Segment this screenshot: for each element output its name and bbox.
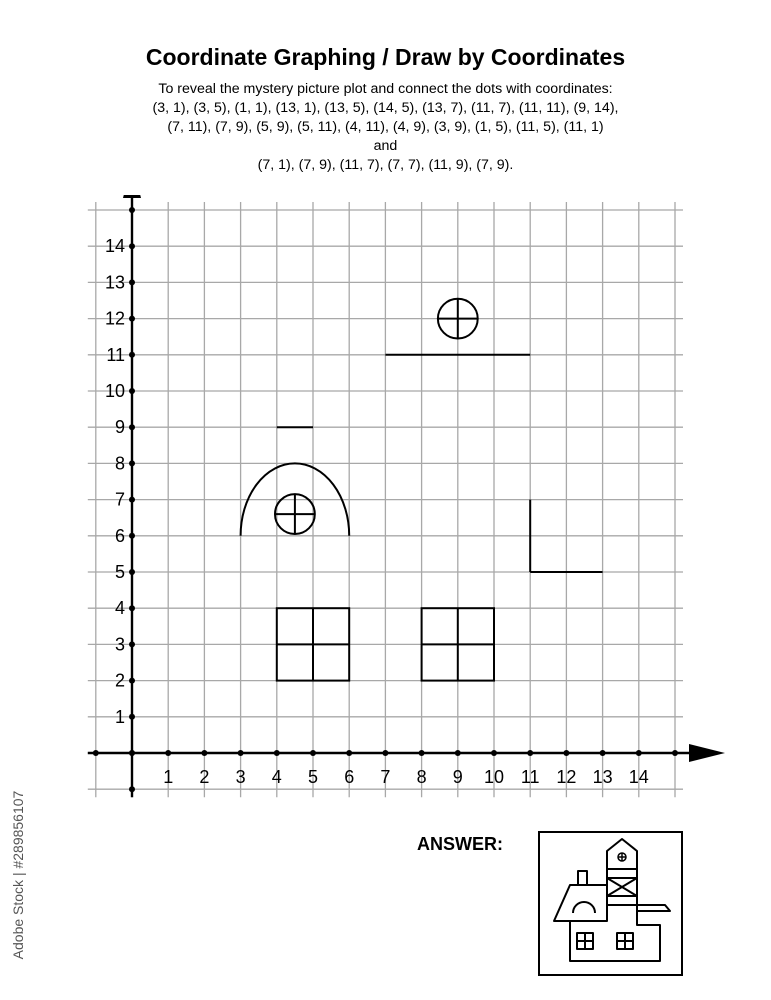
x-tick-label: 3 xyxy=(235,767,246,787)
haunted-house-thumbnail-icon xyxy=(540,833,681,974)
stock-credit xyxy=(8,760,28,990)
y-tick-label: 10 xyxy=(104,381,125,401)
y-tick-label: 6 xyxy=(114,525,125,546)
x-axis-dot xyxy=(93,750,99,756)
y-tick-label: 2 xyxy=(114,670,125,691)
y-tick-labels xyxy=(105,236,125,727)
y-axis-dot xyxy=(129,678,135,684)
x-axis-dot xyxy=(310,750,316,756)
coordinates-line: (7, 11), (7, 9), (5, 9), (5, 11), (4, 11), (4, 9), (3, 9), (1, 5), (11, 5), (11, 1) xyxy=(167,119,604,135)
answer-box xyxy=(538,831,683,976)
y-tick-label: 9 xyxy=(114,417,125,438)
coordinates-line: (3, 1), (3, 5), (1, 1), (13, 1), (13, 5), (14, 5), (13, 7), (11, 7), (11, 11), (9, 14), xyxy=(152,100,619,116)
y-axis-dot xyxy=(129,243,135,249)
y-tick-label: 7 xyxy=(114,489,125,510)
x-axis-dot xyxy=(563,750,569,756)
y-tick-label: 11 xyxy=(106,344,125,365)
y-axis-dot xyxy=(129,279,135,285)
y-axis-arrow-icon xyxy=(123,195,141,198)
answer-label: ANSWER: xyxy=(417,834,503,854)
y-tick-label: 8 xyxy=(114,453,125,474)
x-tick-label: 10 xyxy=(483,767,505,787)
and-word: and xyxy=(373,138,398,154)
x-tick-label: 2 xyxy=(199,767,210,787)
x-axis-dot xyxy=(636,750,642,756)
x-tick-label: 7 xyxy=(380,767,391,787)
y-tick-label: 1 xyxy=(114,706,125,727)
y-axis-dot xyxy=(129,533,135,539)
y-axis-dot xyxy=(129,714,135,720)
y-tick-label: 5 xyxy=(114,562,125,582)
grid-lines xyxy=(88,202,683,797)
x-tick-label: 8 xyxy=(416,767,427,787)
instructions-line: To reveal the mystery picture plot and connect the dots with coordinates: xyxy=(158,81,613,97)
x-tick-label: 14 xyxy=(628,767,649,787)
y-axis-dot xyxy=(129,424,135,430)
x-axis-dot xyxy=(455,750,461,756)
x-axis-dot xyxy=(419,750,425,756)
x-axis-dot xyxy=(491,750,497,756)
axes xyxy=(88,195,725,797)
x-tick-label: 4 xyxy=(271,767,282,787)
y-tick-label: 3 xyxy=(114,634,125,655)
y-axis-dot xyxy=(129,207,135,213)
y-tick-label: 13 xyxy=(104,272,125,293)
y-axis-dot xyxy=(129,460,135,466)
x-tick-label: 9 xyxy=(452,767,463,787)
x-axis-dot xyxy=(672,750,678,756)
x-axis-dot xyxy=(600,750,606,756)
x-axis-dot xyxy=(382,750,388,756)
y-axis-dot xyxy=(129,641,135,647)
y-tick-label: 4 xyxy=(114,598,125,619)
y-axis-dot xyxy=(129,352,135,358)
instructions xyxy=(40,80,731,175)
x-axis-arrow-icon xyxy=(689,744,725,762)
x-axis-dot xyxy=(527,750,533,756)
x-tick-labels xyxy=(163,767,649,787)
coordinate-grid xyxy=(0,195,771,805)
y-axis-dot xyxy=(129,569,135,575)
coordinates-line: (7, 1), (7, 9), (11, 7), (7, 7), (11, 9), (7, 9). xyxy=(257,157,514,173)
y-axis-dot xyxy=(129,786,135,792)
x-tick-label: 1 xyxy=(163,767,174,787)
x-axis-dot xyxy=(274,750,280,756)
y-axis-dot xyxy=(129,497,135,503)
x-tick-label: 11 xyxy=(520,767,540,787)
page-title: Coordinate Graphing / Draw by Coordinates xyxy=(145,44,626,70)
y-axis-dot xyxy=(129,316,135,322)
x-tick-label: 13 xyxy=(592,767,613,787)
y-axis-dot xyxy=(129,605,135,611)
x-axis-dot xyxy=(201,750,207,756)
y-tick-label: 14 xyxy=(104,236,125,257)
x-axis-dot xyxy=(346,750,352,756)
y-axis-dot xyxy=(129,750,135,756)
x-tick-label: 12 xyxy=(556,767,577,787)
x-tick-label: 5 xyxy=(307,767,319,787)
stock-credit-text: Adobe Stock | #289856107 xyxy=(10,790,26,960)
x-tick-label: 6 xyxy=(344,767,355,787)
x-axis-dot xyxy=(238,750,244,756)
y-axis-dot xyxy=(129,388,135,394)
x-axis-dot xyxy=(165,750,171,756)
y-tick-label: 12 xyxy=(104,308,125,329)
